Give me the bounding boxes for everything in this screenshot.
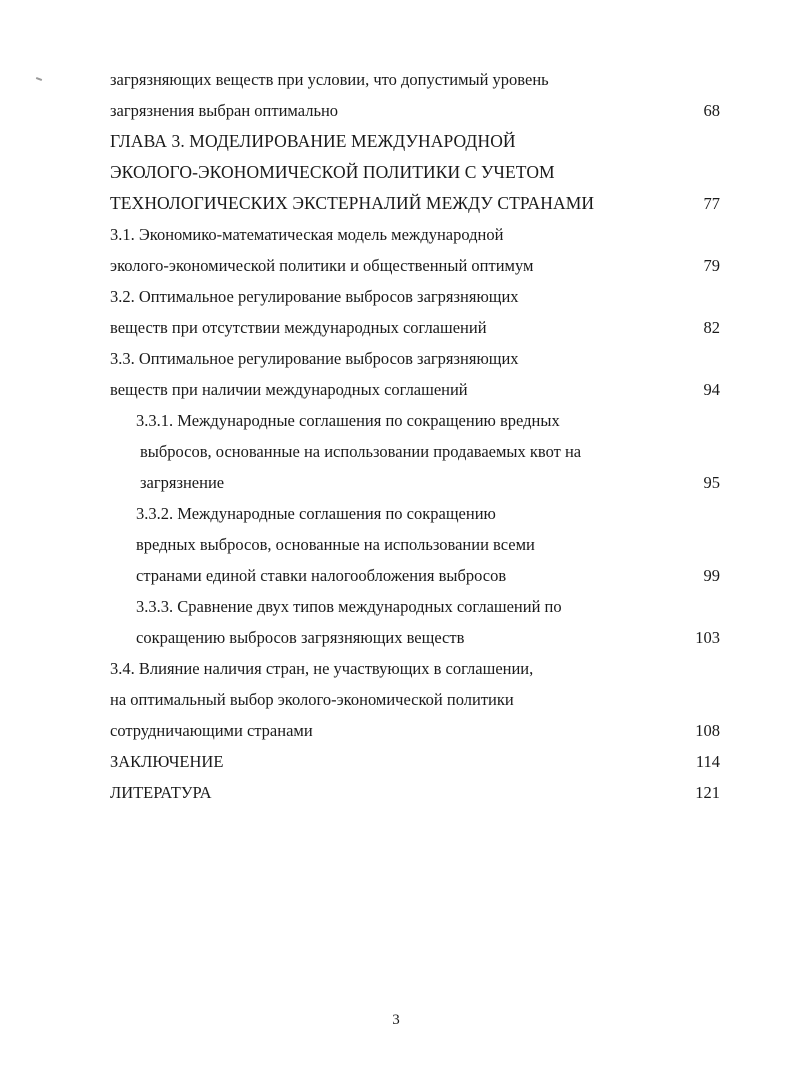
toc-line-22 <box>0 715 792 746</box>
toc-entry-text: вредных выбросов, основанные на использовании всеми <box>136 535 535 554</box>
toc-line-13 <box>0 436 792 467</box>
toc-entry-page: 114 <box>695 752 720 771</box>
toc-line-23 <box>0 746 792 777</box>
toc-entry-text: ЗАКЛЮЧЕНИЕ <box>110 752 224 771</box>
toc-line-11 <box>0 374 792 405</box>
toc-entry-page: 103 <box>695 628 720 647</box>
toc-line-8 <box>0 281 792 312</box>
toc-line-6 <box>0 219 792 250</box>
toc-entry-text: выбросов, основанные на использовании продаваемых квот на <box>140 442 582 461</box>
toc-entry-text: сотрудничающими странами <box>110 721 313 740</box>
toc-line-19 <box>0 622 792 653</box>
toc-entry-page: 95 <box>703 473 720 492</box>
toc-entry-page: 77 <box>703 194 720 213</box>
toc-line-14 <box>0 467 792 498</box>
toc-entry-text: сокращению выбросов загрязняющих веществ <box>136 628 465 647</box>
chapter-heading-text: ЭКОЛОГО-ЭКОНОМИЧЕСКОЙ ПОЛИТИКИ С УЧЕТОМ <box>110 162 555 182</box>
toc-line-7 <box>0 250 792 281</box>
page-number: 3 <box>392 1012 400 1028</box>
toc-entry-text: 3.4. Влияние наличия стран, не участвующих в соглашении, <box>110 659 534 678</box>
toc-entry-text: 3.2. Оптимальное регулирование выбросов загрязняющих <box>110 287 519 306</box>
toc-line-4 <box>0 157 792 188</box>
toc-line-20 <box>0 653 792 684</box>
toc-entry-text: 3.3.3. Сравнение двух типов международных соглашений по <box>136 597 562 616</box>
toc-entry-page: 79 <box>703 256 720 275</box>
toc-entry-text: 3.3.2. Международные соглашения по сокращению <box>136 504 496 523</box>
toc-entry-text: странами единой ставки налогообложения выбросов <box>136 566 507 585</box>
toc-line-21 <box>0 684 792 715</box>
toc-entry-page: 82 <box>703 318 720 337</box>
toc-entry-page: 94 <box>703 380 720 399</box>
toc-line-10 <box>0 343 792 374</box>
toc-line-3 <box>0 126 792 157</box>
toc-line-17 <box>0 560 792 591</box>
toc-entry-text: 3.1. Экономико-математическая модель международной <box>110 225 504 244</box>
table-of-contents <box>0 64 792 808</box>
toc-entry-text: эколого-экономической политики и общественный оптимум <box>110 256 534 275</box>
chapter-heading-text: ГЛАВА 3. МОДЕЛИРОВАНИЕ МЕЖДУНАРОДНОЙ <box>110 131 516 151</box>
toc-entry-page: 99 <box>703 566 720 585</box>
toc-entry-text: загрязняющих веществ при условии, что допустимый уровень <box>110 70 549 89</box>
toc-entry-text: загрязнения выбран оптимально <box>110 101 339 120</box>
chapter-heading-text: ТЕХНОЛОГИЧЕСКИХ ЭКСТЕРНАЛИЙ МЕЖДУ СТРАНАМИ <box>110 193 595 213</box>
toc-entry-text: ЛИТЕРАТУРА <box>110 783 212 802</box>
toc-line-5 <box>0 188 792 219</box>
toc-line-1 <box>0 64 792 95</box>
toc-line-16 <box>0 529 792 560</box>
toc-entry-page: 68 <box>703 101 720 120</box>
toc-line-18 <box>0 591 792 622</box>
toc-line-2 <box>0 95 792 126</box>
toc-entry-text: веществ при наличии международных соглашений <box>110 380 468 399</box>
toc-entry-text: загрязнение <box>140 473 225 492</box>
toc-line-12 <box>0 405 792 436</box>
toc-line-24 <box>0 777 792 808</box>
toc-entry-text: 3.3.1. Международные соглашения по сокращению вредных <box>136 411 560 430</box>
toc-entry-text: на оптимальный выбор эколого-экономической политики <box>110 690 514 709</box>
toc-line-15 <box>0 498 792 529</box>
toc-entry-text: 3.3. Оптимальное регулирование выбросов загрязняющих <box>110 349 519 368</box>
toc-entry-page: 108 <box>695 721 720 740</box>
toc-line-9 <box>0 312 792 343</box>
toc-entry-page: 121 <box>695 783 720 802</box>
toc-entry-text: веществ при отсутствии международных соглашений <box>110 318 487 337</box>
